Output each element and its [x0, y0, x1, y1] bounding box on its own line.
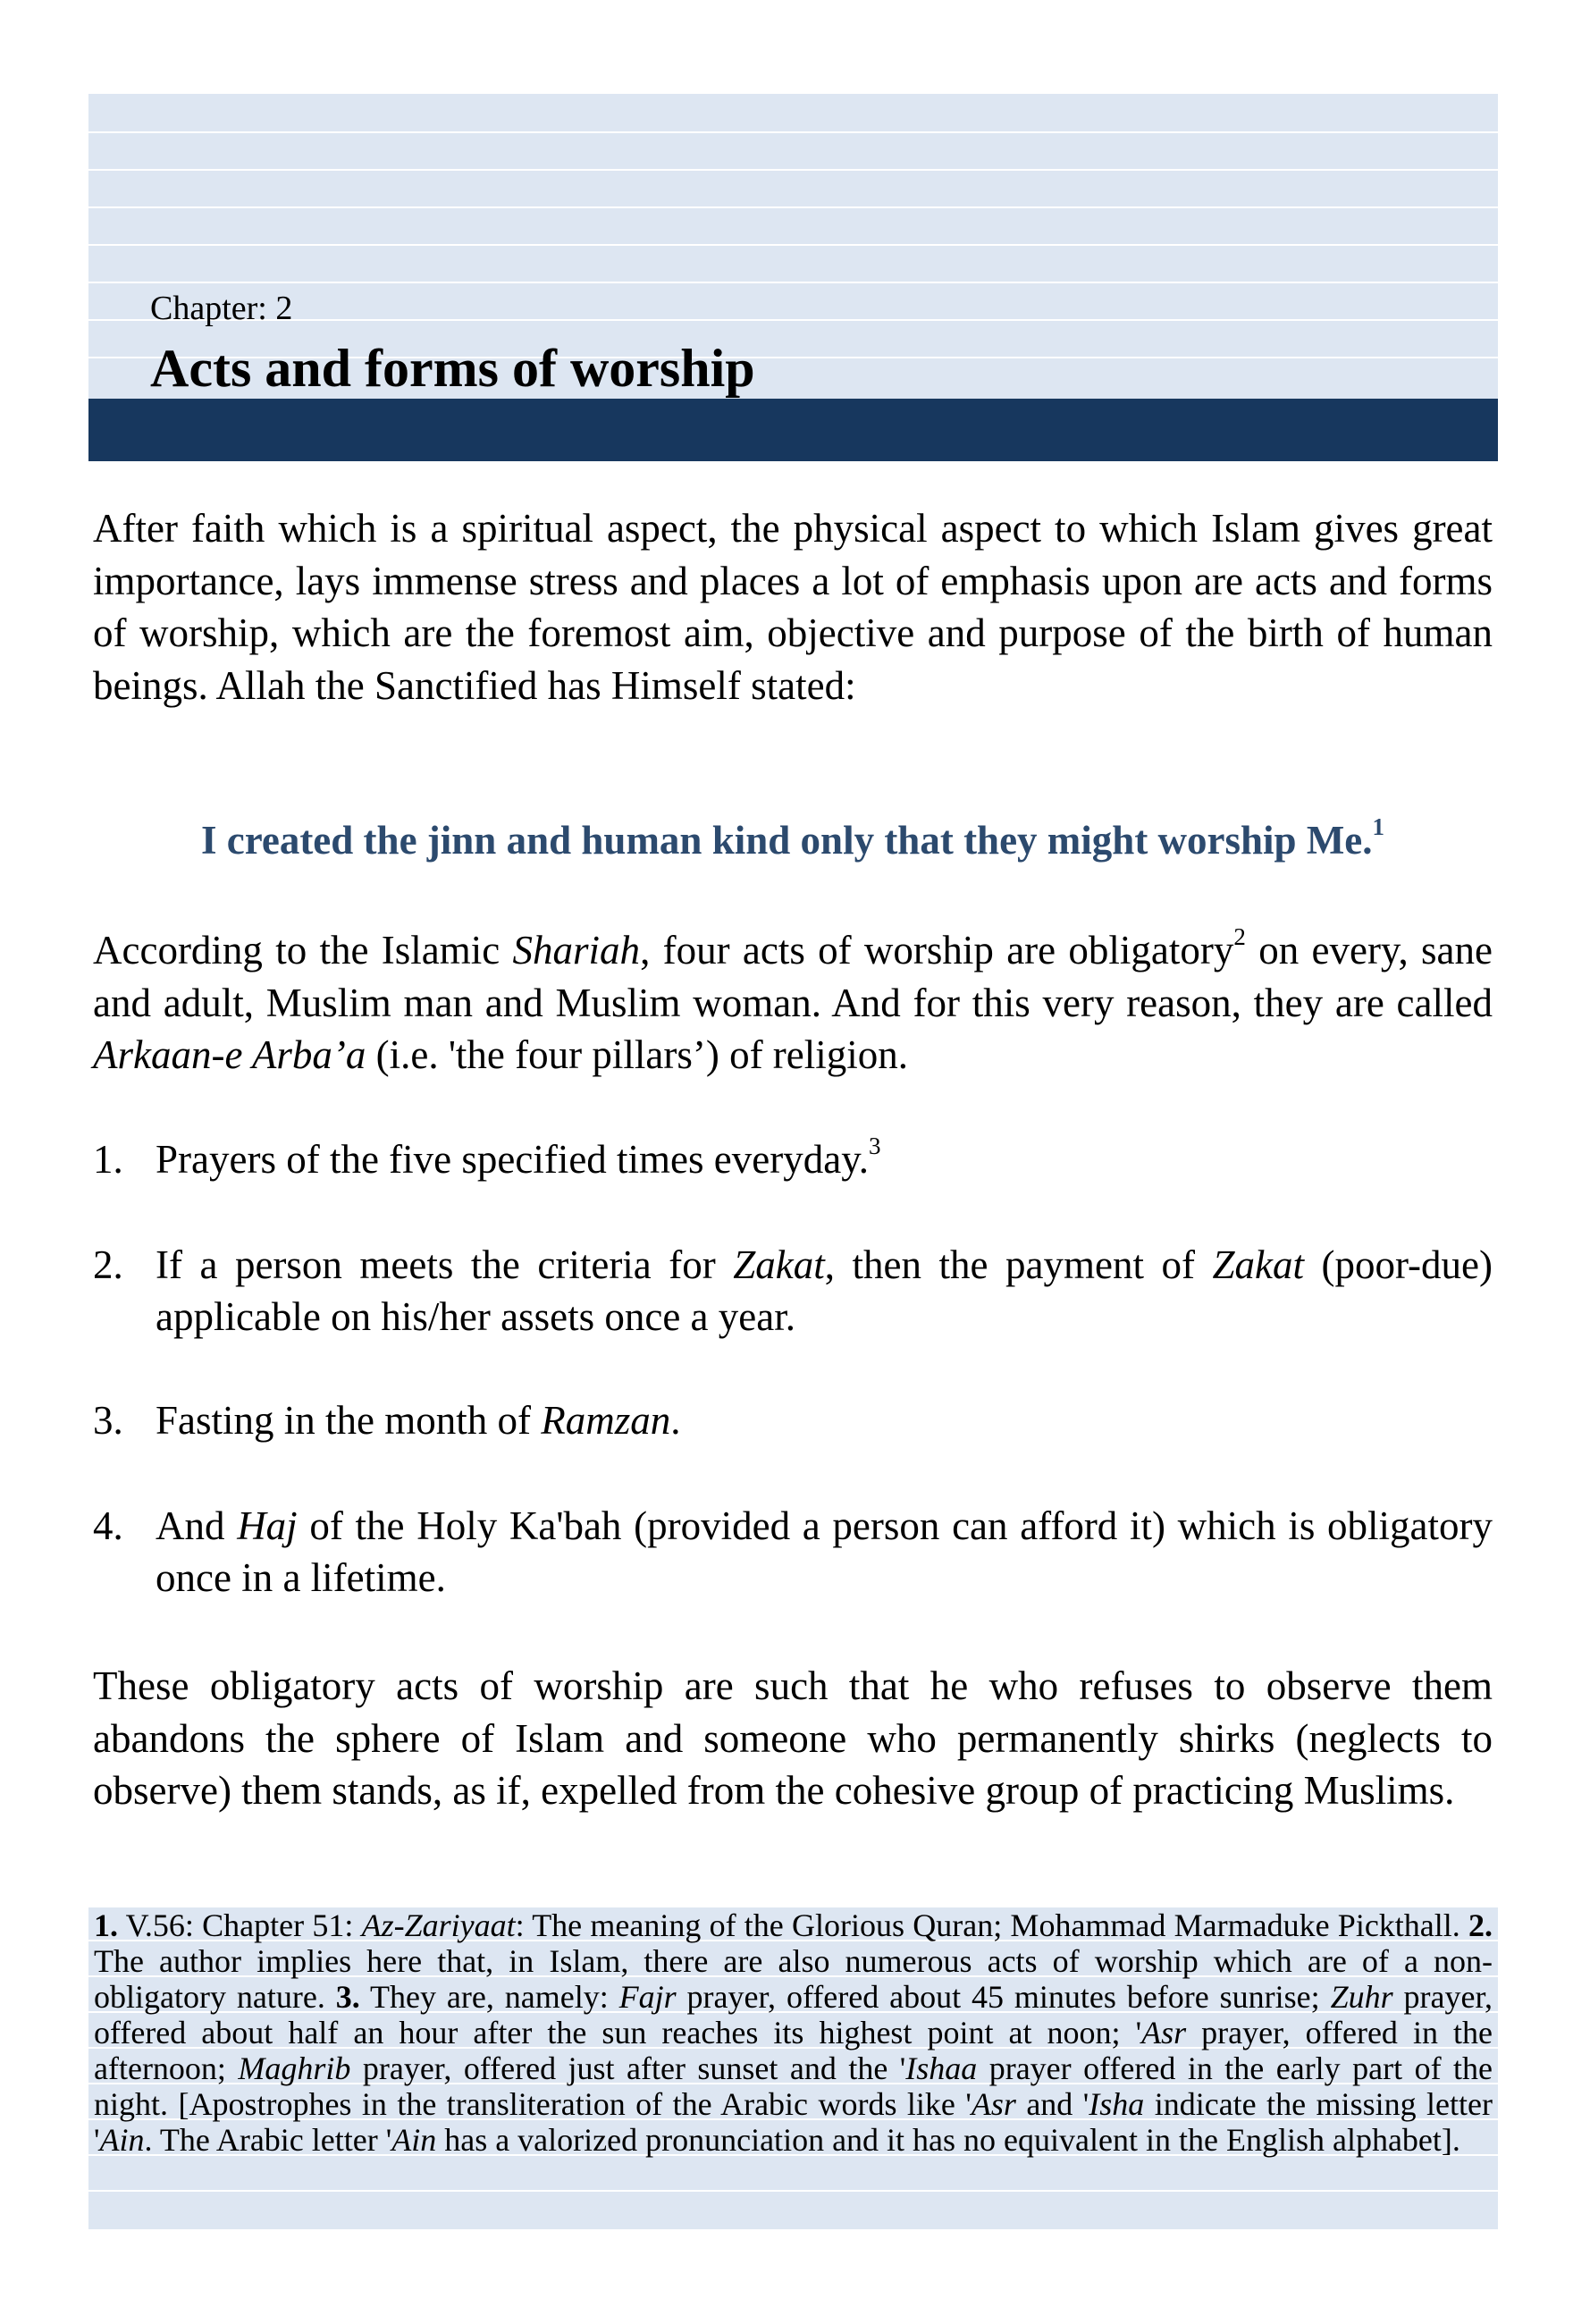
- header-rule: [88, 131, 1498, 133]
- text-span: prayer, offered about 45 minutes before sunrise;: [676, 1979, 1331, 2015]
- footnote-ref: 1: [1372, 813, 1385, 840]
- list-text: [156, 1239, 1493, 1343]
- footnote-rule: [88, 2190, 1498, 2192]
- chapter-label: Chapter: 2: [150, 290, 293, 327]
- term-zuhr: Zuhr: [1330, 1979, 1393, 2015]
- footnote-text: [88, 1907, 1498, 2158]
- text-span: The author implies here that, in Islam, there are also numerous acts of worship which are of a non-obligatory nature.: [94, 1943, 1493, 2015]
- shariah-paragraph: [93, 924, 1493, 1082]
- text-span: , four acts of worship are obligatory: [640, 928, 1234, 973]
- text-span: They are, namely:: [359, 1979, 619, 2015]
- term-asr: Asr: [1141, 2015, 1187, 2050]
- intro-paragraph: After faith which is a spiritual aspect, the physical aspect to which Islam gives great importance, lays immense stress and places a lot of emphasis upon are acts and forms of worship, which are the foremost aim, objective and purpose of the birth of human beings. Allah the Sanctified has Himself stated:: [93, 506, 1493, 708]
- list-number: 3.: [93, 1398, 123, 1443]
- header-rule: [88, 169, 1498, 171]
- footnote-number: 1.: [94, 1907, 118, 1943]
- text-span: .: [670, 1398, 681, 1443]
- term-az-zariyaat: Az-Zariyaat: [361, 1907, 516, 1943]
- term-haj: Haj: [237, 1503, 298, 1548]
- text-span: . The Arabic letter ': [144, 2122, 392, 2158]
- text-span: And: [156, 1503, 238, 1548]
- text-span: Prayers of the five specified times everyday.: [156, 1137, 870, 1182]
- footnote-ref: 2: [1233, 922, 1246, 950]
- chapter-header-bar: [88, 399, 1498, 461]
- list-item: [93, 1500, 1493, 1604]
- text-span: of the Holy Ka'bah (provided a person can afford it) which is obligatory once in a lifetime.: [156, 1503, 1493, 1600]
- list-text: [156, 1133, 1493, 1185]
- list-item: [93, 1239, 1493, 1343]
- term-ain: Ain: [391, 2122, 437, 2158]
- footnote-number: 2.: [1468, 1907, 1493, 1943]
- text-span: : The meaning of the Glorious Quran; Mohammad Marmaduke Pickthall.: [515, 1907, 1469, 1943]
- text-span: , then the payment of: [824, 1242, 1213, 1287]
- term-zakat: Zakat: [733, 1242, 825, 1287]
- list-number: 1.: [93, 1137, 123, 1182]
- term-zakat: Zakat: [1212, 1242, 1304, 1287]
- term-ishaa: Ishaa: [905, 2050, 978, 2086]
- text-span: prayer offered in the early part of the night. [Apostrophes in the transliteration of the Arabic words like ': [94, 2050, 1493, 2122]
- text-span: prayer, offered just after sunset and the ': [350, 2050, 906, 2086]
- list-item: [93, 1394, 1493, 1446]
- quote-text: I created the jinn and human kind only that they might worship Me.: [200, 818, 1373, 863]
- quran-quote: [93, 814, 1493, 866]
- text-span: on every, sane and adult, Muslim man and Muslim woman. And for this very reason, they are called: [93, 928, 1493, 1025]
- text-span: V.56: Chapter 51:: [118, 1907, 362, 1943]
- list-text: [156, 1394, 1493, 1446]
- text-span: prayer, offered in the afternoon;: [94, 2015, 1493, 2086]
- term-fajr: Fajr: [618, 1979, 677, 2015]
- list-number: 2.: [93, 1242, 123, 1287]
- list-text: [156, 1500, 1493, 1604]
- term-maghrib: Maghrib: [238, 2050, 351, 2086]
- chapter-title: Acts and forms of worship: [150, 339, 755, 398]
- text-span: (poor-due) applicable on his/her assets once a year.: [156, 1242, 1493, 1339]
- term-isha: Isha: [1089, 2086, 1145, 2122]
- footnote-number: 3.: [335, 1979, 360, 2015]
- text-span: According to the Islamic: [93, 928, 513, 973]
- header-rule: [88, 282, 1498, 283]
- list-item: [93, 1133, 1493, 1185]
- text-span: and ': [1015, 2086, 1089, 2122]
- header-rule: [88, 206, 1498, 208]
- footnotes: [88, 1907, 1498, 2229]
- list-number: 4.: [93, 1503, 123, 1548]
- text-span: prayer, offered about half an hour after the sun reaches its highest point at noon; ': [94, 1979, 1493, 2050]
- footnote-ref: 3: [869, 1132, 881, 1159]
- term-shariah: Shariah: [512, 928, 641, 973]
- header-rule: [88, 319, 1498, 321]
- term-ain: Ain: [99, 2122, 145, 2158]
- text-span: If a person meets the criteria for: [156, 1242, 734, 1287]
- header-rule: [88, 244, 1498, 246]
- term-asr: Asr: [971, 2086, 1016, 2122]
- text-span: (i.e. 'the four pillars’) of religion.: [366, 1032, 909, 1077]
- term-ramzan: Ramzan: [541, 1398, 671, 1443]
- text-span: Fasting in the month of: [156, 1398, 542, 1443]
- closing-paragraph: These obligatory acts of worship are such that he who refuses to observe them abandons the sphere of Islam and someone who permanently shirks (neglects to observe) them stands, as if, expelled from the cohesive group of practicing Muslims.: [93, 1663, 1493, 1813]
- text-span: has a valorized pronunciation and it has no equivalent in the English alphabet].: [436, 2122, 1460, 2158]
- text-span: indicate the missing letter ': [94, 2086, 1493, 2158]
- term-arkaan: Arkaan-e Arba’a: [93, 1032, 366, 1077]
